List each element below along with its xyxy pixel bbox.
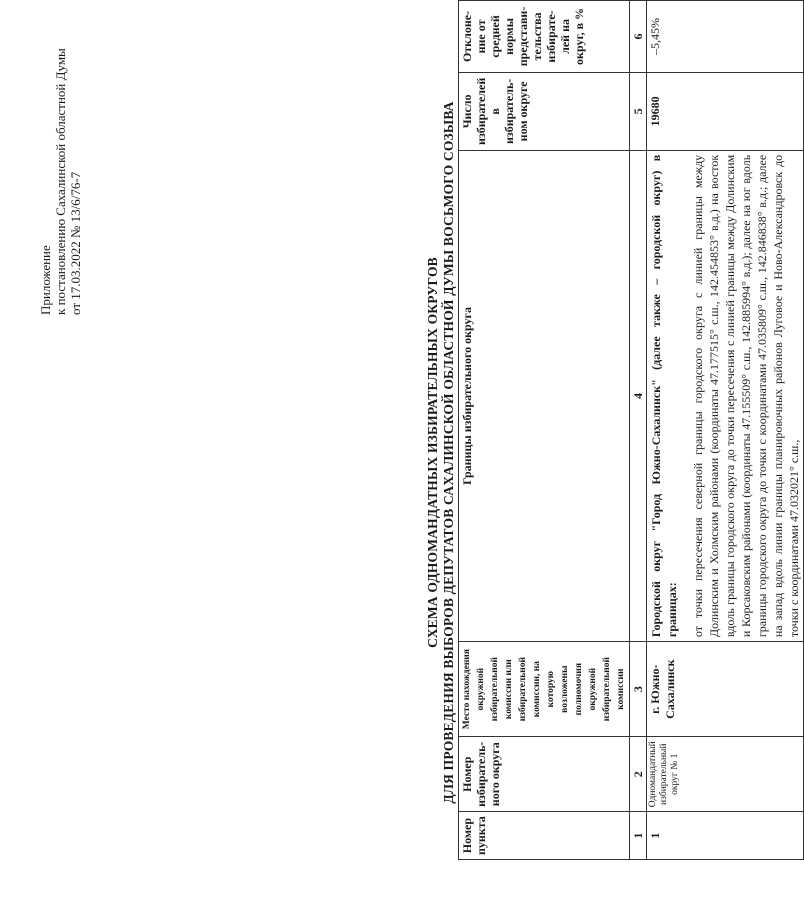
bounds-lead-text: Городской округ "Город Южно-Сахалинск" (далее также – городской округ) в границах:: [649, 154, 679, 638]
col-header-item-number: Номер пункта: [459, 812, 630, 860]
document-title: СХЕМА ОДНОМАНДАТНЫХ ИЗБИРАТЕЛЬНЫХ ОКРУГОВ: [425, 257, 440, 648]
districts-table: [458, 0, 804, 860]
col-header-district-number: Номер избиратель-ного округа: [459, 737, 630, 812]
row-deviation: –5,45%: [647, 1, 804, 73]
row-commission-location: г. Южно-Сахалинск: [647, 642, 804, 737]
bounds-description: от точки пересечения северной границы городского округа с линией границы между Долинским и Холмским районами (координаты 47.177515° с.ш., 142.454853° в.д.) на восток вдоль границы городского округа до точки пересечения с линией границы между Долинским и Корсаковским районами (координаты 47.155509° с.ш., 142.885994° в.д.); далее на юг вдоль границы городского округа до точки с координатами 47.035809° с.ш., 142.846838° в.д.; далее на запад вдоль линии границы планировочных районов Луговое и Ново-Александровск до точки с координатами 47.032021° с.ш.,: [691, 154, 801, 638]
col-number-5: 5: [630, 72, 647, 150]
column-number-row: [630, 1, 647, 860]
table-header-row: [459, 1, 630, 860]
col-number-4: 4: [630, 150, 647, 641]
table-row: [647, 1, 804, 860]
col-number-1: 1: [630, 812, 647, 860]
col-header-voter-count: Число избирателей в избиратель-ном округе: [459, 72, 630, 150]
col-header-district-bounds: Границы избирательного округа: [459, 150, 630, 641]
appendix-date-number: от 17.03.2022 № 13/6/76-7: [68, 171, 83, 315]
col-number-6: 6: [630, 1, 647, 73]
row-district-name: Одномандатный избирательный округ № 1: [647, 737, 804, 812]
appendix-title: Приложение: [38, 245, 53, 315]
row-item-number: 1: [647, 812, 804, 860]
row-voter-count: 19680: [647, 72, 804, 150]
appendix-resolution: к постановлению Сахалинской областной Думы: [53, 48, 68, 315]
row-district-bounds: [647, 150, 804, 641]
col-number-2: 2: [630, 737, 647, 812]
col-header-deviation: Отклоне-ние от средней нормы представи-тельства избирате-лей на округ, в %: [459, 1, 630, 73]
col-header-commission-location: Место нахождения окружной избирательной комиссии или избирательной комиссии, на которую возложены полномочия окружной избирательной комиссии: [459, 642, 630, 737]
document-subtitle: ДЛЯ ПРОВЕДЕНИЯ ВЫБОРОВ ДЕПУТАТОВ САХАЛИНСКОЙ ОБЛАСТНОЙ ДУМЫ ВОСЬМОГО СОЗЫВА: [441, 101, 456, 804]
col-number-3: 3: [630, 642, 647, 737]
appendix-block: [38, 15, 83, 315]
